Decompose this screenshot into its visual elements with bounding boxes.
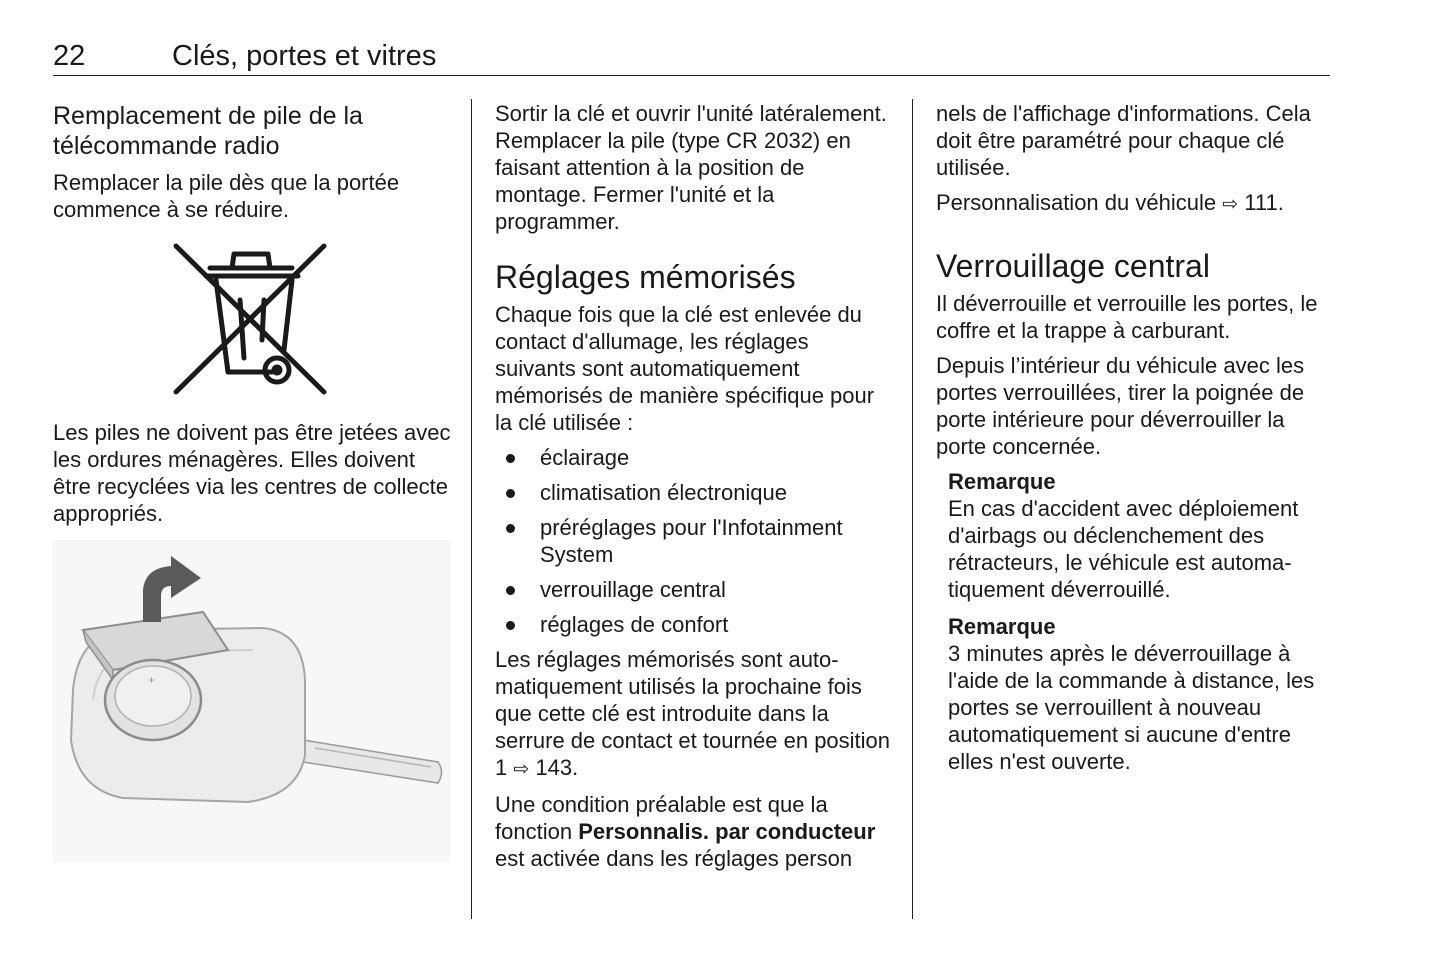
- remark-airbag: [948, 468, 1336, 603]
- battery-intro-text: Remplacer la pile dès que la portée commence à se réduire.: [53, 170, 400, 222]
- memorised-settings-list: [495, 444, 895, 638]
- page-reference-icon: ⇨: [1222, 194, 1239, 215]
- battery-disposal-block: [53, 419, 453, 535]
- section-heading-battery: Remplacement de pile de la télécommande radio: [53, 102, 363, 160]
- crossed-bin-icon: [170, 240, 330, 398]
- svg-text:+: +: [148, 673, 156, 687]
- column-1: [53, 101, 453, 231]
- battery-disposal-text: Les piles ne doivent pas être jetées avec les ordures ménagères. Elles doivent être recyclées via les centres de collecte appropriés.: [53, 420, 451, 526]
- list-item: réglages de confort: [495, 611, 895, 638]
- continuation-text: nels de l'affichage d'informations. Cela doit être paramétré pour chaque clé utilisée.: [936, 101, 1311, 180]
- remark-autolock: [948, 613, 1336, 775]
- remark-title: Remarque: [948, 614, 1056, 639]
- column-divider-left: [471, 99, 472, 919]
- bullet-icon: [506, 586, 515, 595]
- list-item: préréglages pour l'Infotainment System: [495, 514, 895, 568]
- page-reference[interactable]: 111.: [1244, 190, 1284, 215]
- column-2: [495, 100, 895, 880]
- key-battery-illustration: [53, 540, 450, 862]
- list-item: climatisation électronique: [495, 479, 895, 506]
- function-name: Personnalis. par conducteur: [578, 819, 876, 844]
- remark-text: 3 minutes après le déverrouillage à l'aide de la commande à distance, les portes se verrouillent à nouveau automatiquement si aucune d'entre elles n'est ouverte.: [948, 641, 1315, 774]
- central-locking-interior: Depuis l’intérieur du véhicule avec les portes verrouillées, tirer la poignée de porte intérieure pour déverrouiller la porte concernée.: [936, 353, 1305, 459]
- column-divider-right: [912, 99, 913, 919]
- bullet-icon: [506, 524, 515, 533]
- section-heading-central-locking: Verrouillage central: [936, 248, 1210, 284]
- page-reference[interactable]: 143.: [535, 755, 579, 780]
- column-3: [936, 100, 1336, 775]
- list-item: éclairage: [495, 444, 895, 471]
- remark-title: Remarque: [948, 469, 1056, 494]
- page-reference-icon: ⇨: [513, 759, 530, 780]
- chapter-title: Clés, portes et vitres: [172, 40, 437, 72]
- central-locking-intro: Il déverrouille et verrouille les portes, le coffre et la trappe à carburant.: [936, 291, 1318, 343]
- memorised-settings-usage: Les réglages mémorisés sont automatiquement utilisés la prochaine fois que cette clé est introduite dans la serrure de contact et tournée en position 1 ⇨ 143.: [495, 647, 891, 780]
- precondition-text: Une condition préalable est que la fonction Personnalis. par conducteur est activée dans les réglages person: [495, 792, 876, 871]
- remark-text: En cas d'accident avec déploiement d'airbags ou déclenchement des rétracteurs, le véhicule est automatiquement déverrouillé.: [948, 496, 1299, 602]
- section-heading-memorised-settings: Réglages mémorisés: [495, 259, 796, 295]
- remove-key-text: Sortir la clé et ouvrir l'unité latéralement. Remplacer la pile (type CR 2032) en faisant attention à la position de montage. Fermer l'unité et la programmer.: [495, 101, 887, 234]
- bullet-icon: [506, 489, 515, 498]
- bullet-icon: [506, 454, 515, 463]
- vehicle-personalisation-ref: Personnalisation du véhicule ⇨ 111.: [936, 190, 1284, 215]
- bullet-icon: [506, 621, 515, 630]
- memorised-settings-intro: Chaque fois que la clé est enlevée du contact d'allumage, les réglages suivants sont automatiquement mémorisés de manière spécifique pour la clé utilisée :: [495, 302, 875, 435]
- header-rule: [53, 75, 1330, 76]
- list-item: verrouillage central: [495, 576, 895, 603]
- page-number: 22: [53, 40, 86, 72]
